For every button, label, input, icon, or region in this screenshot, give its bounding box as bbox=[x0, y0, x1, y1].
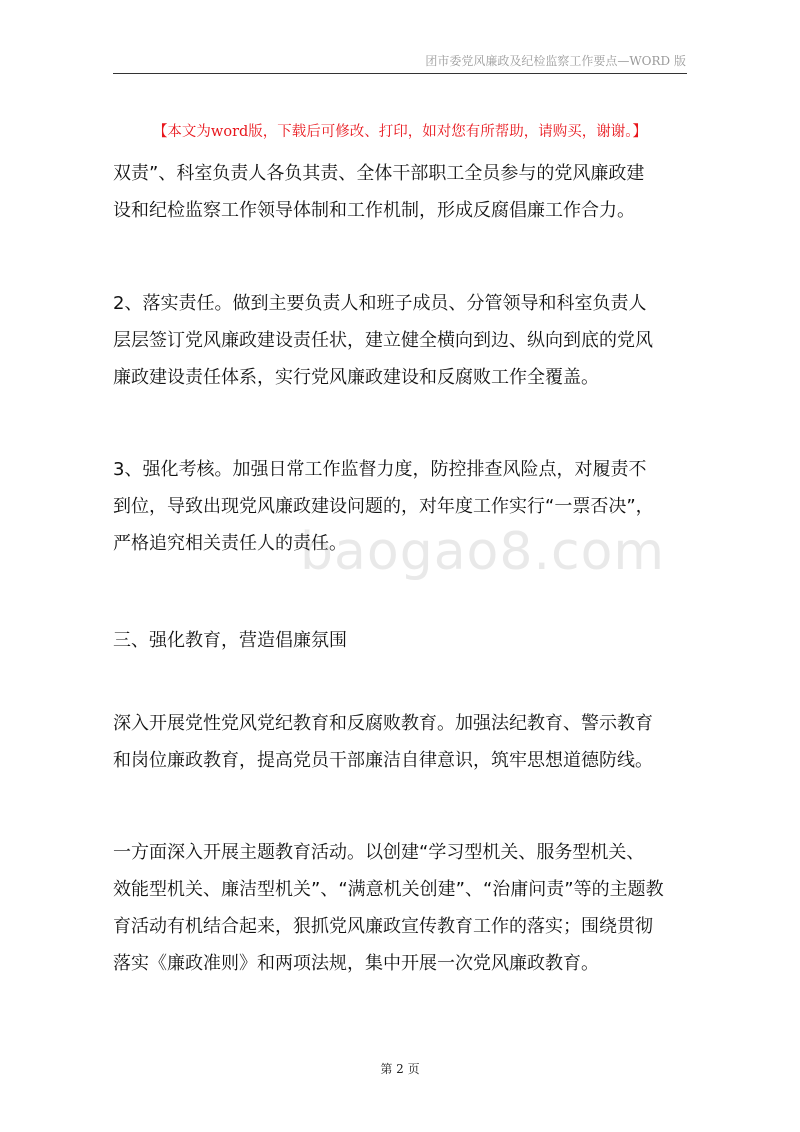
text-line: 育活动有机结合起来，狠抓党风廉政宣传教育工作的落实；围绕贯彻 bbox=[113, 916, 653, 937]
text-line: 设和纪检监察工作领导体制和工作机制，形成反腐倡廉工作合力。 bbox=[113, 200, 635, 221]
running-header: 团市委党风廉政及纪检监察工作要点—WORD 版 bbox=[425, 54, 686, 68]
paragraph-party-education bbox=[113, 705, 693, 779]
header-rule bbox=[113, 73, 687, 74]
paragraph-theme-activities bbox=[113, 834, 693, 982]
text-line: 2、落实责任。做到主要负责人和班子成员、分管领导和科室负责人 bbox=[113, 293, 647, 314]
watermark: baogao8.com bbox=[300, 522, 666, 582]
text-line: 严格追究相关责任人的责任。 bbox=[113, 533, 347, 554]
text-line: 深入开展党性党风党纪教育和反腐败教育。加强法纪教育、警示教育 bbox=[113, 713, 653, 734]
download-notice: 【本文为word版，下载后可修改、打印，如对您有所帮助，请购买，谢谢。】 bbox=[152, 124, 648, 140]
paragraph-strengthen-assessment bbox=[113, 451, 693, 562]
text-line: 双责”、科室负责人各负其责、全体干部职工全员参与的党风廉政建 bbox=[113, 163, 645, 184]
text-line: 和岗位廉政教育，提高党员干部廉洁自律意识，筑牢思想道德防线。 bbox=[113, 750, 653, 771]
text-line: 3、强化考核。加强日常工作监督力度，防控排查风险点，对履责不 bbox=[113, 459, 647, 480]
text-line: 到位，导致出现党风廉政建设问题的，对年度工作实行“一票否决”， bbox=[113, 496, 654, 517]
text-line: 层层签订党风廉政建设责任状，建立健全横向到边、纵向到底的党风 bbox=[113, 330, 653, 351]
text-line: 效能型机关、廉洁型机关”、“满意机关创建”、“治庸问责”等的主题教 bbox=[113, 879, 664, 900]
text-line: 落实《廉政准则》和两项法规，集中开展一次党风廉政教育。 bbox=[113, 953, 599, 974]
text-line: 三、强化教育，营造倡廉氛围 bbox=[113, 630, 347, 651]
page-number: 第 2 页 bbox=[380, 1062, 420, 1076]
text-line: 一方面深入开展主题教育活动。以创建“学习型机关、服务型机关、 bbox=[113, 842, 645, 863]
paragraph-implement-responsibility bbox=[113, 285, 693, 396]
section-heading-education bbox=[113, 622, 693, 659]
text-line: 廉政建设责任体系，实行党风廉政建设和反腐败工作全覆盖。 bbox=[113, 367, 599, 388]
paragraph-responsibility-system bbox=[113, 155, 693, 229]
